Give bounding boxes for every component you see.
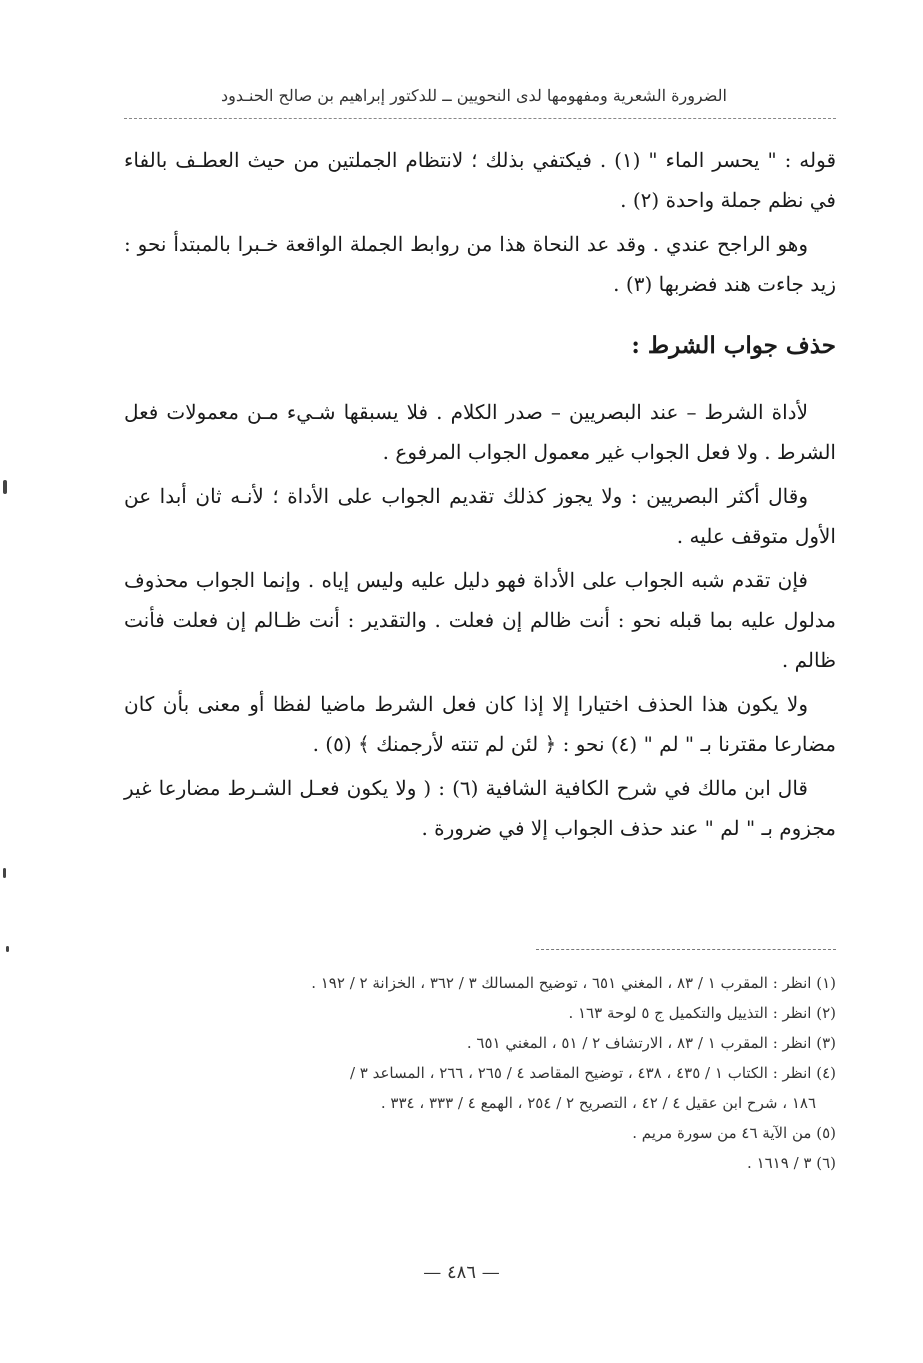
footnote-continuation: ١٨٦ ، شرح ابن عقيل ٤ / ٤٢ ، التصريح ٢ / ٢٥٤ ، الهمع ٤ / ٣٣٣ ، ٣٣٤ .: [380, 1094, 816, 1112]
footnote: [124, 1148, 836, 1178]
footnote: [124, 1118, 836, 1148]
footnote-text: (٣) انظر : المقرب ١ / ٨٣ ، الارتشاف ٢ / ٥١ ، المغني ٦٥١ .: [466, 1034, 836, 1052]
footnote-text: (٤) انظر : الكتاب ١ / ٤٣٥ ، ٤٣٨ ، توضيح المقاصد ٤ / ٢٦٥ ، ٢٦٦ ، المساعد ٣ /: [349, 1064, 836, 1082]
footnote: [124, 1028, 836, 1058]
section-heading: حذف جواب الشرط :: [631, 332, 836, 359]
paragraph: وهو الراجح عندي . وقد عد النحاة هذا من روابط الجملة الواقعة خـبرا بالمبتدأ نحو : زيد جاءت هند فضربها (٣) .: [124, 232, 836, 296]
footnote-text: (٦) ٣ / ١٦١٩ .: [747, 1154, 836, 1172]
footnote: [124, 998, 836, 1028]
header-rule: [124, 118, 836, 119]
footnote-text: (١) انظر : المقرب ١ / ٨٣ ، المغني ٦٥١ ، توضيح المسالك ٣ / ٣٦٢ ، الخزانة ٢ / ١٩٢ .: [311, 974, 836, 992]
page-number: — ٤٨٦ —: [423, 1262, 500, 1283]
scan-edge-mark: [3, 868, 6, 878]
paragraph: ولا يكون هذا الحذف اختيارا إلا إذا كان فعل الشرط ماضيا لفظا أو معنى بأن كان مضارعا مقترنا بـ " لم " (٤) نحو : ﴿ لئن لم تنته لأرجمنك ﴾ (٥) .: [124, 692, 836, 756]
paragraph: فإن تقدم شبه الجواب على الأداة فهو دليل عليه وليس إياه . وإنما الجواب محذوف مدلول عليه بما قبله نحو : أنت ظالم إن فعلت . والتقدير : أنت ظـالم إن فعلت فأنت ظالم .: [124, 568, 837, 672]
scan-edge-mark: [6, 946, 9, 952]
footnote-text: (٢) انظر : التذييل والتكميل ج ٥ لوحة ١٦٣ .: [568, 1004, 836, 1022]
paragraph: وقال أكثر البصريين : ولا يجوز كذلك تقديم الجواب على الأداة ؛ لأنـه ثان أبدا عن الأول متوقف عليه .: [124, 484, 836, 548]
paragraph: قال ابن مالك في شرح الكافية الشافية (٦) : ( ولا يكون فعـل الشـرط مضارعا غير مجزوم بـ " لم " عند حذف الجواب إلا في ضرورة .: [124, 776, 836, 840]
paragraph: لأداة الشرط – عند البصريين – صدر الكلام . فلا يسبقها شـيء مـن معمولات فعل الشرط . ولا فعل الجواب غير معمول الجواب المرفوع .: [124, 400, 836, 464]
scan-edge-mark: [3, 480, 7, 494]
paragraph: قوله : " يحسر الماء " (١) . فيكتفي بذلك ؛ لانتظام الجملتين من حيث العطـف بالفاء في نظم جملة واحدة (٢) .: [124, 148, 837, 212]
running-header: الضرورة الشعرية ومفهومها لدى النحويين ــ للدكتور إبراهيم بن صالح الحنـدود: [221, 86, 727, 105]
footnote-text: (٥) من الآية ٤٦ من سورة مريم .: [632, 1124, 836, 1142]
footnote-rule: [536, 949, 836, 950]
footnote: [124, 968, 836, 998]
footnotes: [124, 968, 836, 1178]
footnote: [124, 1058, 836, 1118]
main-text: [124, 140, 836, 852]
